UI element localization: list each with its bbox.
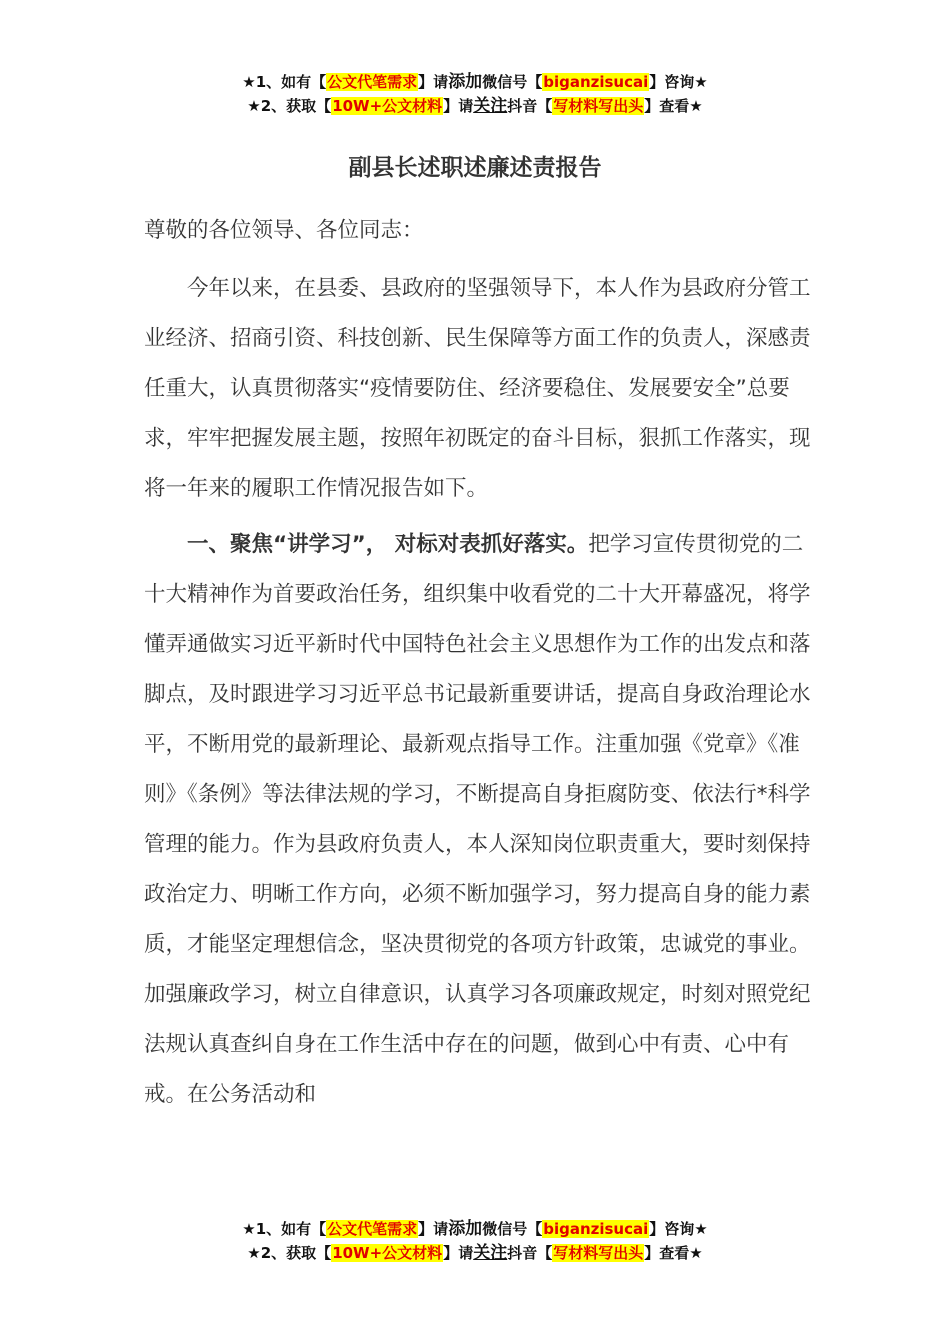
banner-text: 】查看★ xyxy=(644,1244,703,1262)
banner-text: 】咨询★ xyxy=(649,73,708,91)
document-title: 副县长述职述廉述责报告 xyxy=(348,155,602,181)
banner-text: 】查看★ xyxy=(644,97,703,115)
banner-emphasis: 关注 xyxy=(473,1243,508,1263)
banner-text: ★1、如有【 xyxy=(242,1220,327,1238)
banner-text: 】请 xyxy=(443,1244,474,1262)
banner-text: 抖音【 xyxy=(507,97,553,115)
header-banner xyxy=(0,70,950,118)
paragraph-section-1 xyxy=(144,520,814,1120)
banner-text: 】请 xyxy=(418,73,449,91)
section-text: 把学习宣传贯彻党的二十大精神作为首要政治任务，组织集中收看党的二十大开幕盛况，将学懂弄通做实习近平新时代中国特色社会主义思想作为工作的出发点和落脚点，及时跟进学习习近平总书记最新重要讲话，提高自身政治理论水平，不断用党的最新理论、最新观点指导工作。注重加强《党章》《准则》《条例》等法律法规的学习，不断提高自身拒腐防变、依法行*科学管理的能力。作为县政府负责人，本人深知岗位职责重大，要时刻保持政治定力、明晰工作方向，必须不断加强学习，努力提高自身的能力素质，才能坚定理想信念，坚决贯彻党的各项方针政策，忠诚党的事业。加强廉政学习，树立自律意识，认真学习各项廉政规定，时刻对照党纪法规认真查纠自身在工作生活中存在的问题，做到心中有责、心中有戒。在公务活动和 xyxy=(144,532,811,1107)
banner-text: ★2、获取【 xyxy=(247,1244,332,1262)
banner-text: 微信号【 xyxy=(482,1220,543,1238)
banner-line-1 xyxy=(0,1217,950,1241)
salutation: 尊敬的各位领导、各位同志： xyxy=(144,218,424,243)
banner-text: 微信号【 xyxy=(482,73,543,91)
banner-text: ★2、获取【 xyxy=(247,97,332,115)
banner-highlight: 写材料写出头 xyxy=(553,1244,644,1262)
banner-text: ★1、如有【 xyxy=(242,73,327,91)
banner-highlight: 公文代笔需求 xyxy=(327,73,418,91)
banner-highlight-wechat-id: biganzisucai xyxy=(543,1220,649,1238)
banner-emphasis: 添加 xyxy=(448,72,483,92)
banner-text: 】请 xyxy=(418,1220,449,1238)
banner-line-1 xyxy=(0,70,950,94)
banner-text: 】咨询★ xyxy=(649,1220,708,1238)
banner-highlight: 10W+公文材料 xyxy=(332,1244,443,1262)
banner-highlight: 10W+公文材料 xyxy=(332,97,443,115)
banner-line-2 xyxy=(0,1241,950,1265)
banner-emphasis: 关注 xyxy=(473,96,508,116)
section-heading: 一、聚焦“讲学习”， 对标对表抓好落实。 xyxy=(187,532,589,557)
banner-text: 抖音【 xyxy=(507,1244,553,1262)
footer-banner xyxy=(0,1217,950,1265)
banner-emphasis: 添加 xyxy=(448,1219,483,1239)
banner-highlight: 写材料写出头 xyxy=(553,97,644,115)
banner-line-2 xyxy=(0,94,950,118)
banner-text: 】请 xyxy=(443,97,474,115)
paragraph-intro: 今年以来，在县委、县政府的坚强领导下，本人作为县政府分管工业经济、招商引资、科技创新、民生保障等方面工作的负责人，深感责任重大，认真贯彻落实“疫情要防住、经济要稳住、发展要安全”总要求，牢牢把握发展主题，按照年初既定的奋斗目标，狠抓工作落实，现将一年来的履职工作情况报告如下。 xyxy=(144,276,811,501)
banner-highlight: 公文代笔需求 xyxy=(327,1220,418,1238)
banner-highlight-wechat-id: biganzisucai xyxy=(543,73,649,91)
